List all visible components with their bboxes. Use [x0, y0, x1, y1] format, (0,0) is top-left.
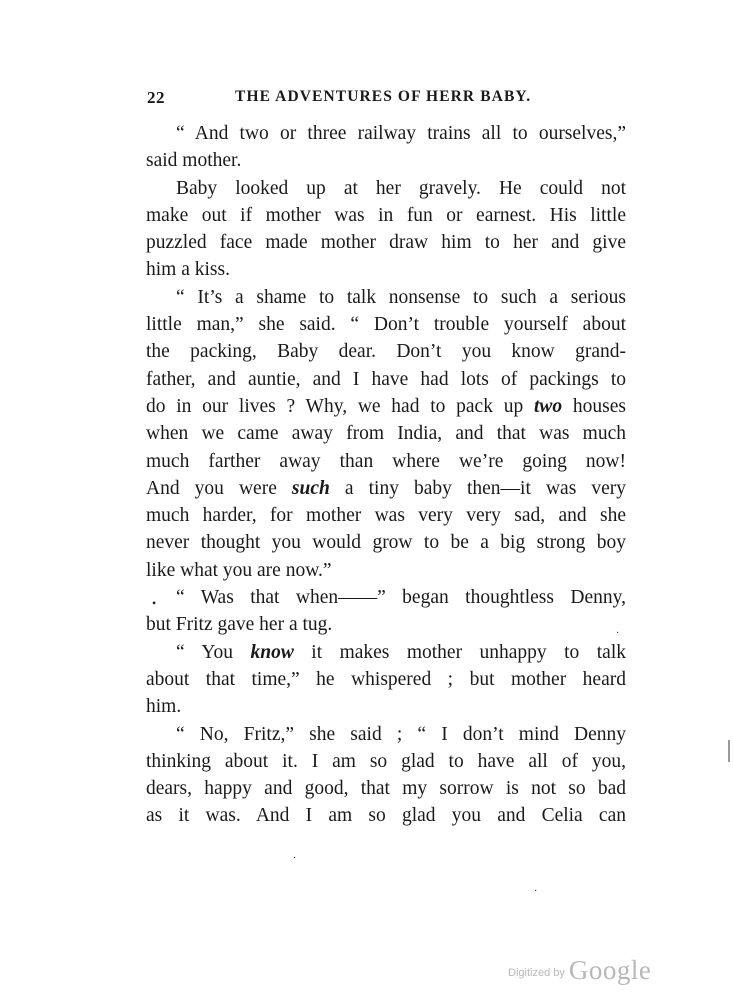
- print-speck: ·: [616, 628, 620, 639]
- text-line: [146, 666, 626, 693]
- text-segment: a tiny baby then—it was very: [329, 477, 626, 499]
- emphasized-word: know: [250, 641, 294, 663]
- page-header: [147, 88, 627, 114]
- text-segment: much farther away than where we’re going now!: [146, 450, 626, 472]
- text-line: [146, 775, 626, 802]
- print-speck: ·: [293, 853, 297, 864]
- text-segment: thinking about it. I am so glad to have all of you,: [146, 750, 626, 772]
- text-line: [146, 420, 626, 447]
- text-segment: “ No, Fritz,” she said ; “ I don’t mind Denny: [176, 723, 626, 745]
- text-segment: “ You: [176, 641, 251, 663]
- text-line: [146, 338, 626, 365]
- text-line: [146, 448, 626, 475]
- text-line: [146, 475, 626, 502]
- text-segment: but Fritz gave her a tug.: [146, 614, 333, 636]
- text-segment: houses: [562, 395, 626, 417]
- text-segment: him.: [146, 696, 182, 718]
- text-segment: “ It’s a shame to talk nonsense to such a serious: [176, 286, 626, 308]
- text-segment: “ And two or three railway trains all to ourselves,”: [176, 123, 626, 144]
- text-segment: never thought you would grow to be a big strong boy: [146, 532, 626, 554]
- print-speck: ·: [534, 886, 538, 897]
- text-segment: like what you are now.”: [146, 559, 332, 581]
- text-segment: make out if mother was in fun or earnest. His little: [146, 204, 626, 226]
- text-segment: “ Was that when——” began thoughtless Denny,: [176, 587, 626, 609]
- print-speck: •: [152, 596, 157, 610]
- running-head: THE ADVENTURES OF HERR BABY.: [235, 88, 532, 105]
- google-logo: Google: [568, 955, 652, 985]
- text-line: [146, 611, 626, 638]
- text-segment: puzzled face made mother draw him to her and give: [146, 232, 626, 254]
- text-segment: And you were: [146, 477, 292, 499]
- text-line: [146, 147, 626, 174]
- text-segment: as it was. And I am so glad you and Celia can: [146, 805, 626, 827]
- body-text: [146, 120, 626, 830]
- text-segment: Baby looked up at her gravely. He could not: [176, 177, 626, 199]
- text-line: [146, 802, 626, 829]
- text-segment: dears, happy and good, that my sorrow is not so bad: [146, 778, 626, 800]
- digitization-watermark: [508, 955, 651, 986]
- text-segment: much harder, for mother was very very sad, and she: [146, 505, 626, 527]
- text-line: [146, 120, 626, 147]
- text-line: [146, 502, 626, 529]
- text-segment: it makes mother unhappy to talk: [293, 641, 626, 663]
- text-segment: said mother.: [146, 150, 242, 172]
- page-number: 22: [147, 88, 165, 107]
- text-segment: about that time,” he whispered ; but mother heard: [146, 668, 626, 690]
- text-line: [146, 748, 626, 775]
- text-line: [146, 284, 626, 311]
- text-line: [146, 229, 626, 256]
- text-segment: father, and auntie, and I have had lots of packings to: [146, 368, 626, 390]
- text-line: [146, 557, 626, 584]
- text-line: [146, 311, 626, 338]
- emphasized-word: two: [533, 395, 563, 417]
- text-line: [146, 175, 626, 202]
- text-line: [146, 366, 626, 393]
- text-segment: do in our lives ? Why, we had to pack up: [146, 395, 534, 417]
- text-line: [146, 693, 626, 720]
- text-segment: when we came away from India, and that was much: [146, 423, 626, 445]
- text-segment: him a kiss.: [146, 259, 230, 281]
- text-line: [146, 584, 626, 611]
- text-segment: the packing, Baby dear. Don’t you know grand-: [146, 341, 626, 363]
- text-line: [146, 529, 626, 556]
- text-line: [146, 256, 626, 283]
- text-line: [146, 202, 626, 229]
- margin-mark: [728, 740, 730, 762]
- watermark-prefix: Digitized by: [508, 967, 565, 979]
- text-line: [146, 721, 626, 748]
- text-line: [146, 393, 626, 420]
- text-line: [146, 639, 626, 666]
- text-segment: little man,” she said. “ Don’t trouble yourself about: [146, 314, 626, 336]
- emphasized-word: such: [291, 477, 330, 499]
